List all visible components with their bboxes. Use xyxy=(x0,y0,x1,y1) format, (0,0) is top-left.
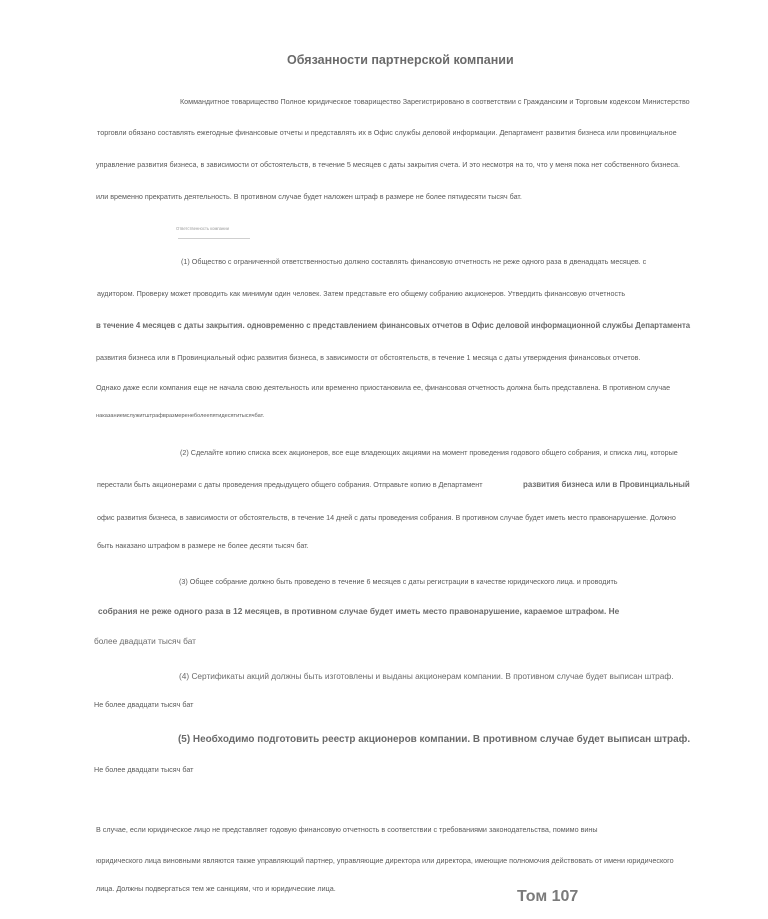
section3-line-3: более двадцати тысяч бат xyxy=(94,636,196,646)
section1-line-5: Однако даже если компания еще не начала свою деятельность или временно приостановила ее, финансовая отчетность должна быть представлена. В противном случае xyxy=(96,383,671,392)
section1-line-4: развития бизнеса или в Провинциальный офис развития бизнеса, в зависимости от обстоятельств, в течение 1 месяца с даты утверждения финансовых отчетов. xyxy=(96,353,641,362)
section5-line-2: Не более двадцати тысяч бат xyxy=(94,765,194,774)
section4-line-1: (4) Сертификаты акций должны быть изготовлены и выданы акционерам компании. В противном случае будет выписан штраф. xyxy=(179,671,674,681)
section2-line-1: (2) Сделайте копию списка всех акционеров, все еще владеющих акциями на момент проведения годового общего собрания, и списка лиц, которые xyxy=(180,448,678,457)
small-note: Ответственность компании xyxy=(176,226,229,231)
section4-line-2: Не более двадцати тысяч бат xyxy=(94,700,194,709)
section1-line-3: в течение 4 месяцев с даты закрытия. одновременно с представлением финансовых отчетов в Офис деловой информационной службы Департамента xyxy=(96,320,691,330)
closing-line-1: В случае, если юридическое лицо не представляет годовую финансовую отчетность в соответствии с требованиями законодательства, помимо вины xyxy=(96,825,598,834)
section2-line-2b: развития бизнеса или в Провинциальный xyxy=(523,479,690,489)
volume-number: Том 107 xyxy=(517,888,579,905)
section1-line-1: (1) Общество с ограниченной ответственностью должно составлять финансовую отчетность не реже одного раза в двенадцать месяцев. с xyxy=(181,257,647,266)
section1-line-2: аудитором. Проверку может проводить как минимум один человек. Затем представьте его общему собранию акционеров. Утвердить финансовую отчетность xyxy=(97,289,626,298)
section3-line-2: собрания не реже одного раза в 12 месяцев, в противном случае будет иметь место правонарушение, караемое штрафом. Не xyxy=(98,606,620,616)
intro-line-3: управление развития бизнеса, в зависимости от обстоятельств, в течение 5 месяцев с даты закрытия счета. И это несмотря на то, что у меня пока нет собственного бизнеса. xyxy=(96,160,680,169)
section3-line-1: (3) Общее собрание должно быть проведено в течение 6 месяцев с даты регистрации в качестве юридического лица. и проводить xyxy=(179,577,618,586)
section2-line-4: быть наказано штрафом в размере не более десяти тысяч бат. xyxy=(97,541,309,550)
intro-line-4: или временно прекратить деятельность. В противном случае будет наложен штраф в размере не более пятидесяти тысяч бат. xyxy=(96,192,522,201)
small-note-underline xyxy=(178,238,250,239)
intro-line-1: Коммандитное товарищество Полное юридическое товарищество Зарегистрировано в соответствии с Гражданским и Торговым кодексом Министерство xyxy=(180,97,690,106)
closing-line-2: юридического лица виновными являются также управляющий партнер, управляющие директора или директора, имеющие полномочия действовать от имени юридического xyxy=(96,856,674,865)
closing-line-3: лица. Должны подвергаться тем же санкциям, что и юридические лица. xyxy=(96,884,336,893)
section2-line-3: офис развития бизнеса, в зависимости от обстоятельств, в течение 14 дней с даты проведения собрания. В противном случае будет иметь место правонарушение. Должно xyxy=(97,513,676,522)
intro-line-2: торговли обязано составлять ежегодные финансовые отчеты и представлять их в Офис службы деловой информации. Департамент развития бизнеса или провинциальное xyxy=(97,128,677,137)
section5-line-1: (5) Необходимо подготовить реестр акционеров компании. В противном случае будет выписан штраф. xyxy=(178,733,691,745)
section2-line-2a: перестали быть акционерами с даты проведения предыдущего общего собрания. Отправьте копию в Департамент xyxy=(97,480,483,489)
section1-line-6: наказаниемслужитштрафвразмеренеболеепятидесятитысячбат. xyxy=(96,413,265,419)
page-title: Обязанности партнерской компании xyxy=(287,53,514,67)
